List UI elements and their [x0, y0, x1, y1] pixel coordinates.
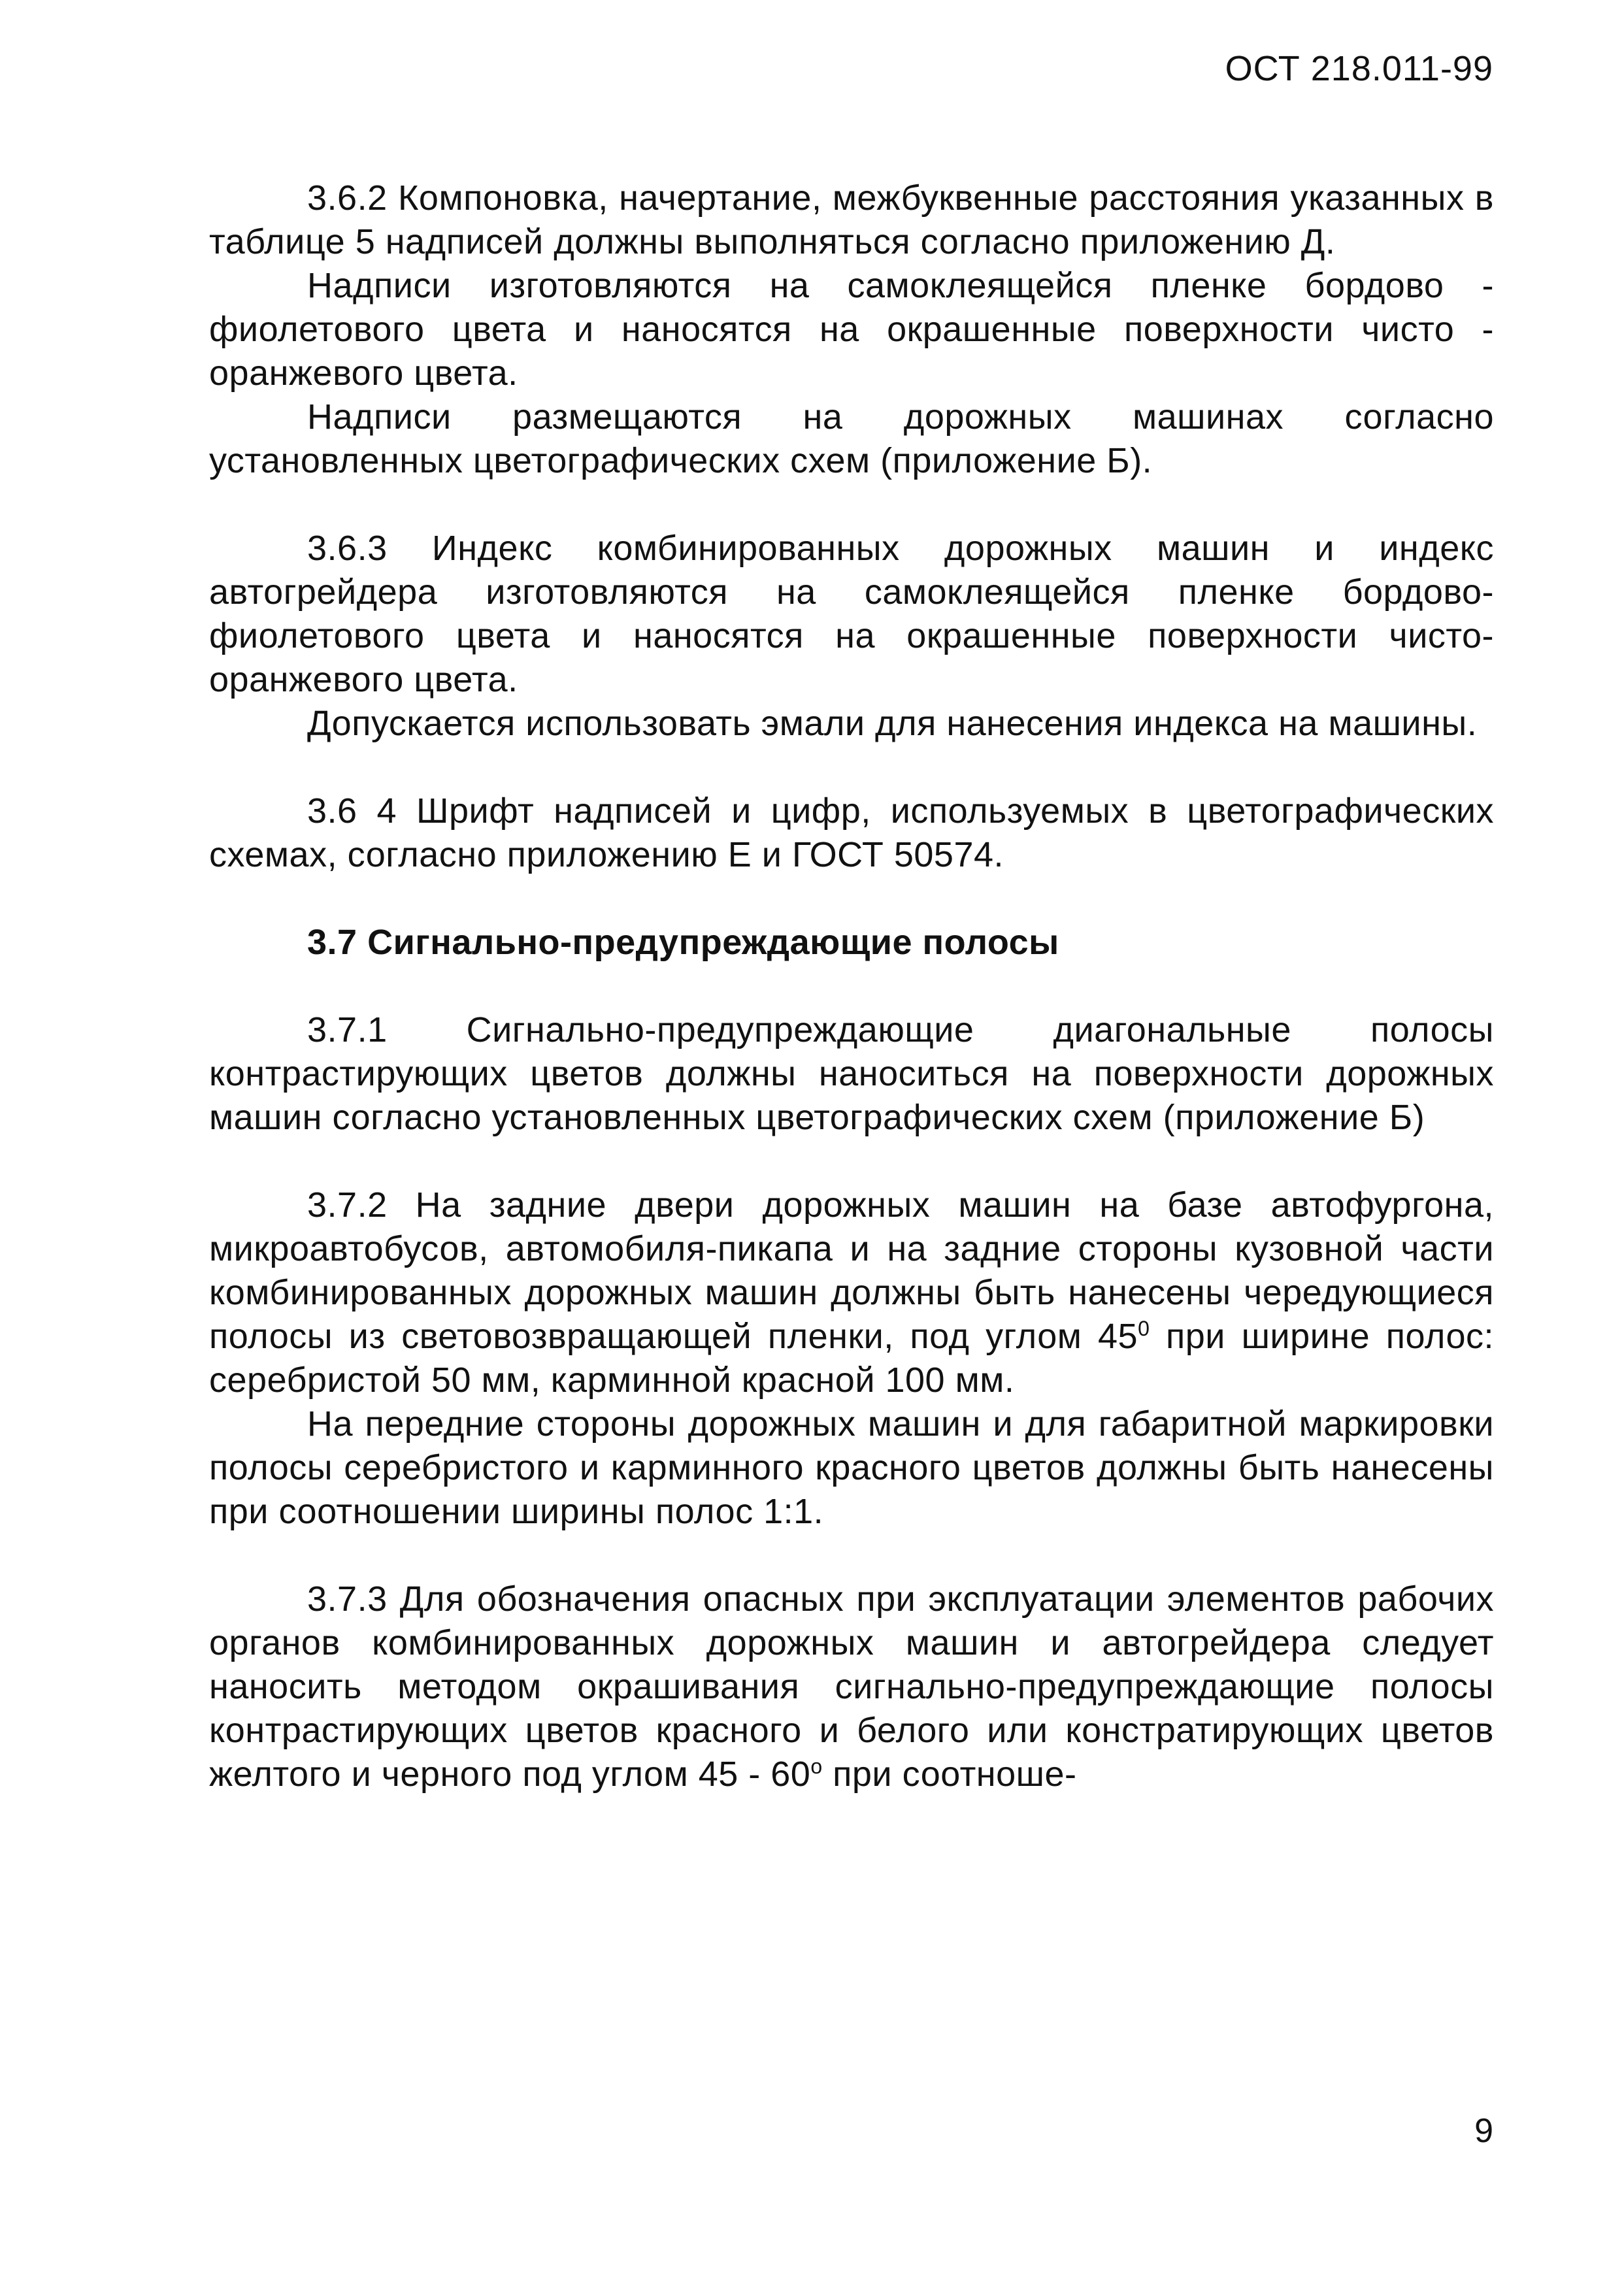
document-code: ОСТ 218.011-99: [1225, 49, 1493, 88]
section-heading-3-7: 3.7 Сигнально-предупреждающие полосы: [307, 923, 1059, 962]
paragraph-3-7-2: [209, 1183, 1494, 1402]
paragraph-3-7-3-text: 3.7.3 Для обозначения опасных при эксплуатации элементов рабочих органов комбинированных дорожных машин и автогрейдера следует наносить методом окрашивания сигнально-предупреждающие полосы контрастирующих цветов красного и белого или констратирующих цветов желтого и черного под углом 45 - 60: [209, 1579, 1494, 1794]
paragraph-3-7-3-text-end: при соотноше-: [822, 1755, 1077, 1794]
paragraph-3-6-2: 3.6.2 Компоновка, начертание, межбуквенные расстояния указанных в таблице 5 надписей должны выполняться согласно приложению Д.: [209, 178, 1494, 261]
paragraph-3-6-3: 3.6.3 Индекс комбинированных дорожных машин и индекс автогрейдера изготовляются на самоклеящейся пленке бордово-фиолетового цвета и наносятся на окрашенные поверхности чисто-оранжевого цвета.: [209, 529, 1494, 699]
paragraph-3-7-2-text-end: при ширине полос: серебристой 50 мм, карминной красной 100 мм.: [209, 1317, 1494, 1400]
paragraph-3-7-1: 3.7.1 Сигнально-предупреждающие диагональные полосы контрастирующих цветов должны наноситься на поверхности дорожных машин согласно установленных цветографических схем (приложение Б): [209, 1010, 1494, 1137]
paragraph-3-6-2-labels-placement: Надписи размещаются на дорожных машинах согласно установленных цветографических схем (приложение Б).: [209, 397, 1494, 480]
document-body: [209, 176, 1494, 1796]
paragraph-3-7-2-front: На передние стороны дорожных машин и для габаритной маркировки полосы серебристого и карминного красного цветов должны быть нанесены при соотношении ширины полос 1:1.: [209, 1404, 1494, 1531]
degree-superscript: о: [810, 1755, 823, 1778]
paragraph-3-7-2-text: 3.7.2 На задние двери дорожных машин на базе автофургона, микроавтобусов, автомобиля-пикапа и на задние стороны кузовной части комбинированных дорожных машин должны быть нанесены чередующиеся полосы из световозвращающей пленки, под углом 45: [209, 1185, 1494, 1356]
paragraph-3-7-3: [209, 1577, 1494, 1796]
paragraph-3-6-2-labels-film: Надписи изготовляются на самоклеящейся пленке бордово - фиолетового цвета и наносятся на окрашенные поверхности чисто - оранжевого цвета.: [209, 266, 1494, 393]
degree-superscript: 0: [1138, 1317, 1150, 1340]
paragraph-3-6-3-enamel: Допускается использовать эмали для нанесения индекса на машины.: [307, 704, 1478, 743]
page-number: 9: [1474, 2112, 1493, 2150]
paragraph-3-6-4: 3.6 4 Шрифт надписей и цифр, используемых в цветографических схемах, согласно приложению Е и ГОСТ 50574.: [209, 791, 1494, 874]
